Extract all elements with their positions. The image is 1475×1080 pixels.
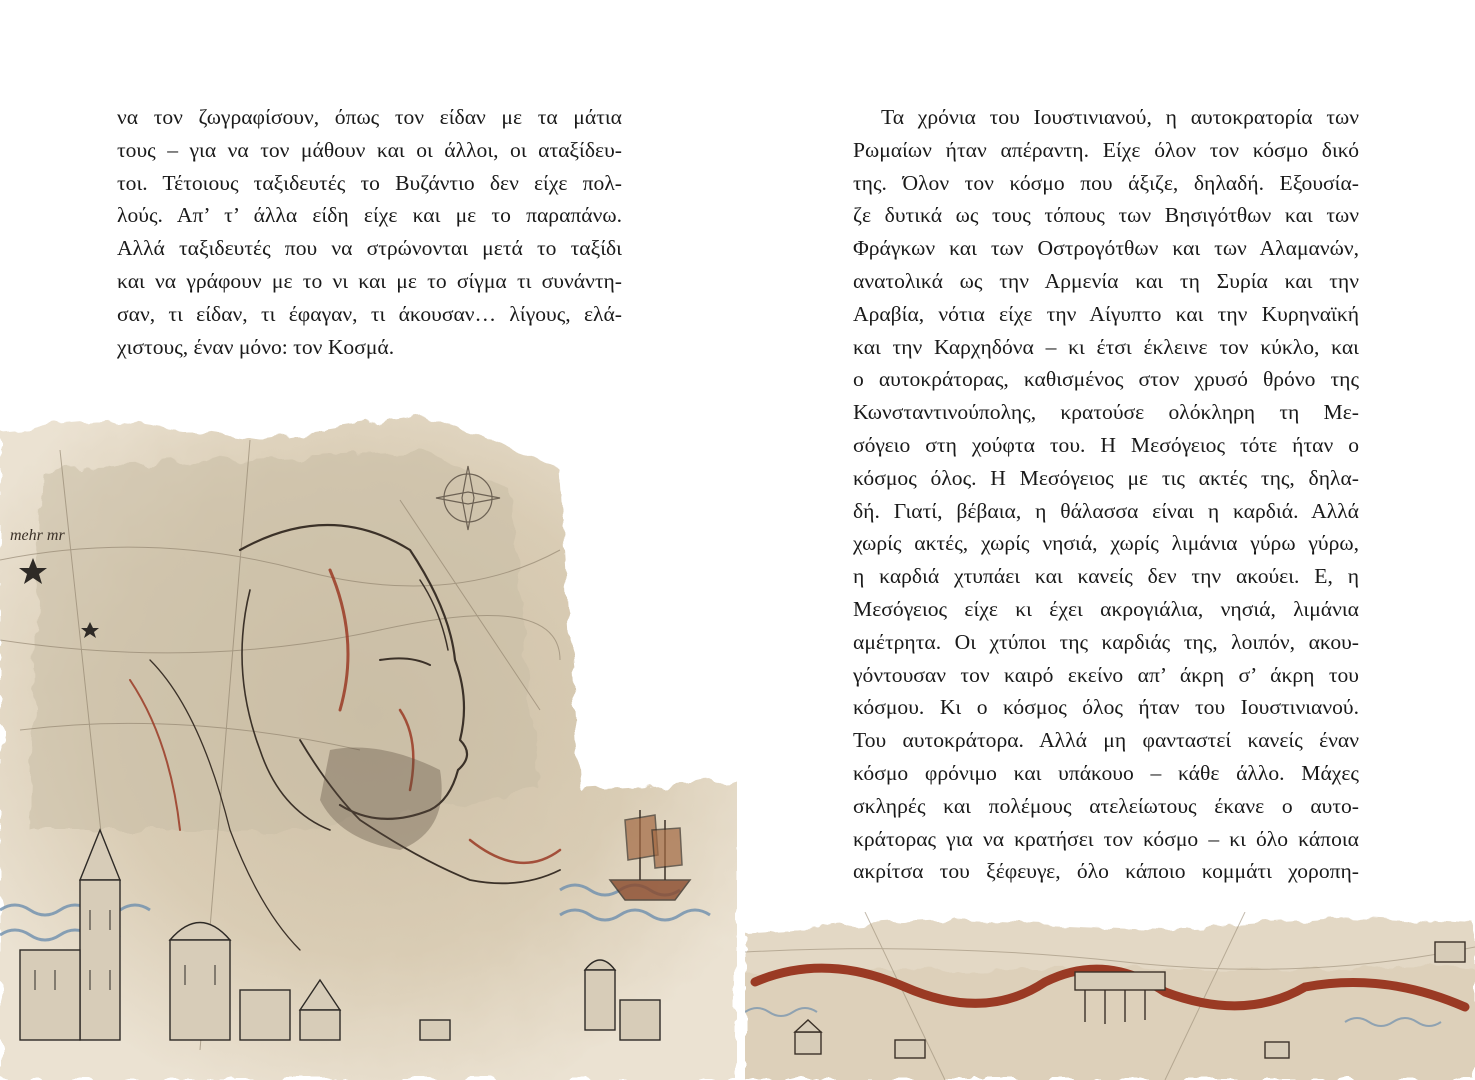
left-page bbox=[0, 0, 737, 1080]
text-line: σαν, τι είδαν, τι έφαγαν, τι άκουσαν… λίγους, ελά- bbox=[117, 301, 622, 326]
text-line: κόσμος όλος. Η Μεσόγειος με τις ακτές της, δηλα- bbox=[853, 465, 1359, 490]
text-line: Μεσόγειος είχε κι έχει ακρογιάλια, νησιά, λιμάνια bbox=[853, 596, 1359, 621]
right-page-text bbox=[853, 101, 1359, 888]
text-line: τοι. Τέτοιους ταξιδευτές το Βυζάντιο δεν είχε πολ- bbox=[117, 170, 622, 195]
text-line: λούς. Απ’ τ’ άλλα είδη είχε και με το παραπάνω. bbox=[117, 203, 622, 228]
text-line: να τον ζωγραφίσουν, όπως τον είδαν με τα μάτια bbox=[117, 105, 622, 129]
text-line: Φράγκων και των Οστρογότθων και των Αλαμανών, bbox=[853, 236, 1359, 261]
left-page-text bbox=[117, 101, 622, 363]
text-line: κόσμο φρόνιμο και υπάκουο – κάθε άλλο. Μάχες bbox=[853, 760, 1359, 785]
text-line: κόσμου. Κι ο κόσμος όλος ήταν του Ιουστινιανού. bbox=[853, 695, 1359, 720]
text-line: Ρωμαίων ήταν απέραντη. Είχε όλον τον κόσμο δικό bbox=[853, 137, 1359, 162]
text-line: Κωνσταντινούπολης, κρατούσε ολόκληρη τη Με- bbox=[853, 400, 1359, 425]
parchment-strip bbox=[745, 917, 1475, 1080]
text-line: Αλλά ταξιδευτές που να στρώνονται μετά το ταξίδι bbox=[117, 236, 622, 261]
text-line: ο αυτοκράτορας, καθισμένος στον χρυσό θρόνο της bbox=[853, 367, 1359, 392]
text-line: χιστους, έναν μόνο: τον Κοσμά. bbox=[117, 334, 395, 359]
text-line: δή. Γιατί, βέβαια, η θάλασσα είναι η καρδιά. Αλλά bbox=[853, 498, 1359, 523]
text-line: τους – για να τον μάθουν και οι άλλοι, οι αταξίδευ- bbox=[117, 137, 622, 162]
text-line: ανατολικά ως την Αρμενία και τη Συρία και την bbox=[853, 268, 1359, 293]
text-line: σόγειο στη χούφτα του. Η Μεσόγειος τότε ήταν ο bbox=[853, 432, 1359, 457]
text-line: Τα χρόνια του Ιουστινιανού, η αυτοκρατορία των bbox=[881, 105, 1359, 129]
text-line: η καρδιά χτυπάει και κανείς δεν την ακούει. Ε, η bbox=[853, 564, 1359, 589]
portrait-illustration bbox=[0, 410, 737, 1080]
map-inscription: mehr mr bbox=[10, 527, 65, 544]
coastline-illustration bbox=[745, 912, 1475, 1080]
text-line: της. Όλον τον κόσμο που άξιζε, δηλαδή. Εξουσία- bbox=[853, 170, 1359, 195]
text-line: και την Καρχηδόνα – κι έτσι έκλεινε τον κύκλο, και bbox=[853, 334, 1359, 359]
text-line: κράτορας για να κρατήσει τον κόσμο – κι όλο κάποια bbox=[853, 826, 1359, 851]
right-page bbox=[738, 0, 1475, 1080]
text-line: Αραβία, νότια είχε την Αίγυπτο και την Κυρηναϊκή bbox=[853, 301, 1359, 326]
text-line: και να γράφουν με το νι και με το σίγμα τι συνάντη- bbox=[117, 268, 622, 293]
text-line: ακρίτσα του ξέφευγε, όλο κάποιο κομμάτι χοροπη- bbox=[853, 859, 1359, 884]
text-line: χωρίς ακτές, χωρίς νησιά, χωρίς λιμάνια γύρω γύρω, bbox=[853, 531, 1359, 556]
text-line: Του αυτοκράτορα. Αλλά μη φανταστεί κανείς έναν bbox=[853, 728, 1359, 753]
text-line: γόντουσαν τον καιρό εκείνο απ’ άκρη σ’ άκρη του bbox=[853, 662, 1359, 687]
text-line: αμέτρητα. Οι χτύποι της καρδιάς της, λοιπόν, ακου- bbox=[853, 629, 1359, 654]
text-line: ζε δυτικά ως τους τόπους των Βησιγότθων και των bbox=[853, 203, 1359, 228]
text-line: σκληρές και πολέμους ατελείωτους έκανε ο αυτο- bbox=[853, 793, 1359, 818]
